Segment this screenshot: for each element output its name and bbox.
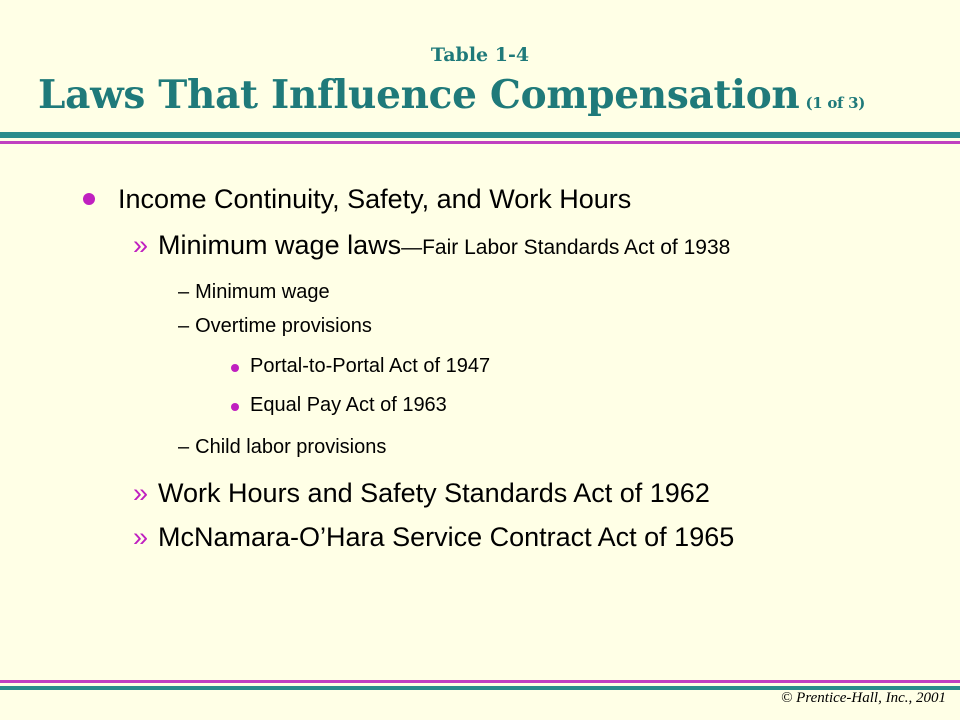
list-item-overtime <box>178 315 372 338</box>
level1-item: Income Continuity, Safety, and Work Hours <box>118 184 632 214</box>
table-label: Table 1-4 <box>430 44 530 66</box>
bottom-magenta-rule <box>0 680 960 683</box>
dash-icon: – <box>178 436 190 458</box>
guillemet-icon: » <box>133 478 149 508</box>
item-label: Work Hours and Safety Standards Act of 1962 <box>158 478 710 508</box>
copyright-footer: © Prentice-Hall, Inc., 2001 <box>781 690 946 706</box>
bullet-dot-icon <box>231 364 239 372</box>
top-teal-rule <box>0 132 960 138</box>
dash-icon: – <box>178 315 190 337</box>
min-wage-laws-item <box>133 230 730 261</box>
item-label: Overtime provisions <box>195 315 372 337</box>
mcnamara-item <box>133 522 734 553</box>
guillemet-icon: » <box>133 230 149 260</box>
title-pager: (1 of 3) <box>805 94 866 112</box>
list-item-portal: Portal-to-Portal Act of 1947 <box>250 355 491 377</box>
min-wage-sub: —Fair Labor Standards Act of 1938 <box>401 236 731 259</box>
dash-icon: – <box>178 281 190 303</box>
min-wage-main: Minimum wage laws <box>158 230 402 260</box>
list-item-equal-pay: Equal Pay Act of 1963 <box>250 394 447 416</box>
list-item-child-labor <box>178 436 386 459</box>
item-label: Minimum wage <box>195 281 330 303</box>
top-magenta-rule <box>0 141 960 144</box>
guillemet-icon: » <box>133 522 149 552</box>
bullet-dot-icon <box>231 403 239 411</box>
item-label: McNamara-O’Hara Service Contract Act of 1965 <box>158 522 735 552</box>
list-item-minimum-wage <box>178 281 330 304</box>
item-label: Child labor provisions <box>195 436 387 458</box>
work-hours-item <box>133 478 710 509</box>
slide-title <box>38 72 865 118</box>
bullet-dot-icon <box>83 193 95 205</box>
title-heading: Laws That Influence Compensation <box>38 72 800 118</box>
